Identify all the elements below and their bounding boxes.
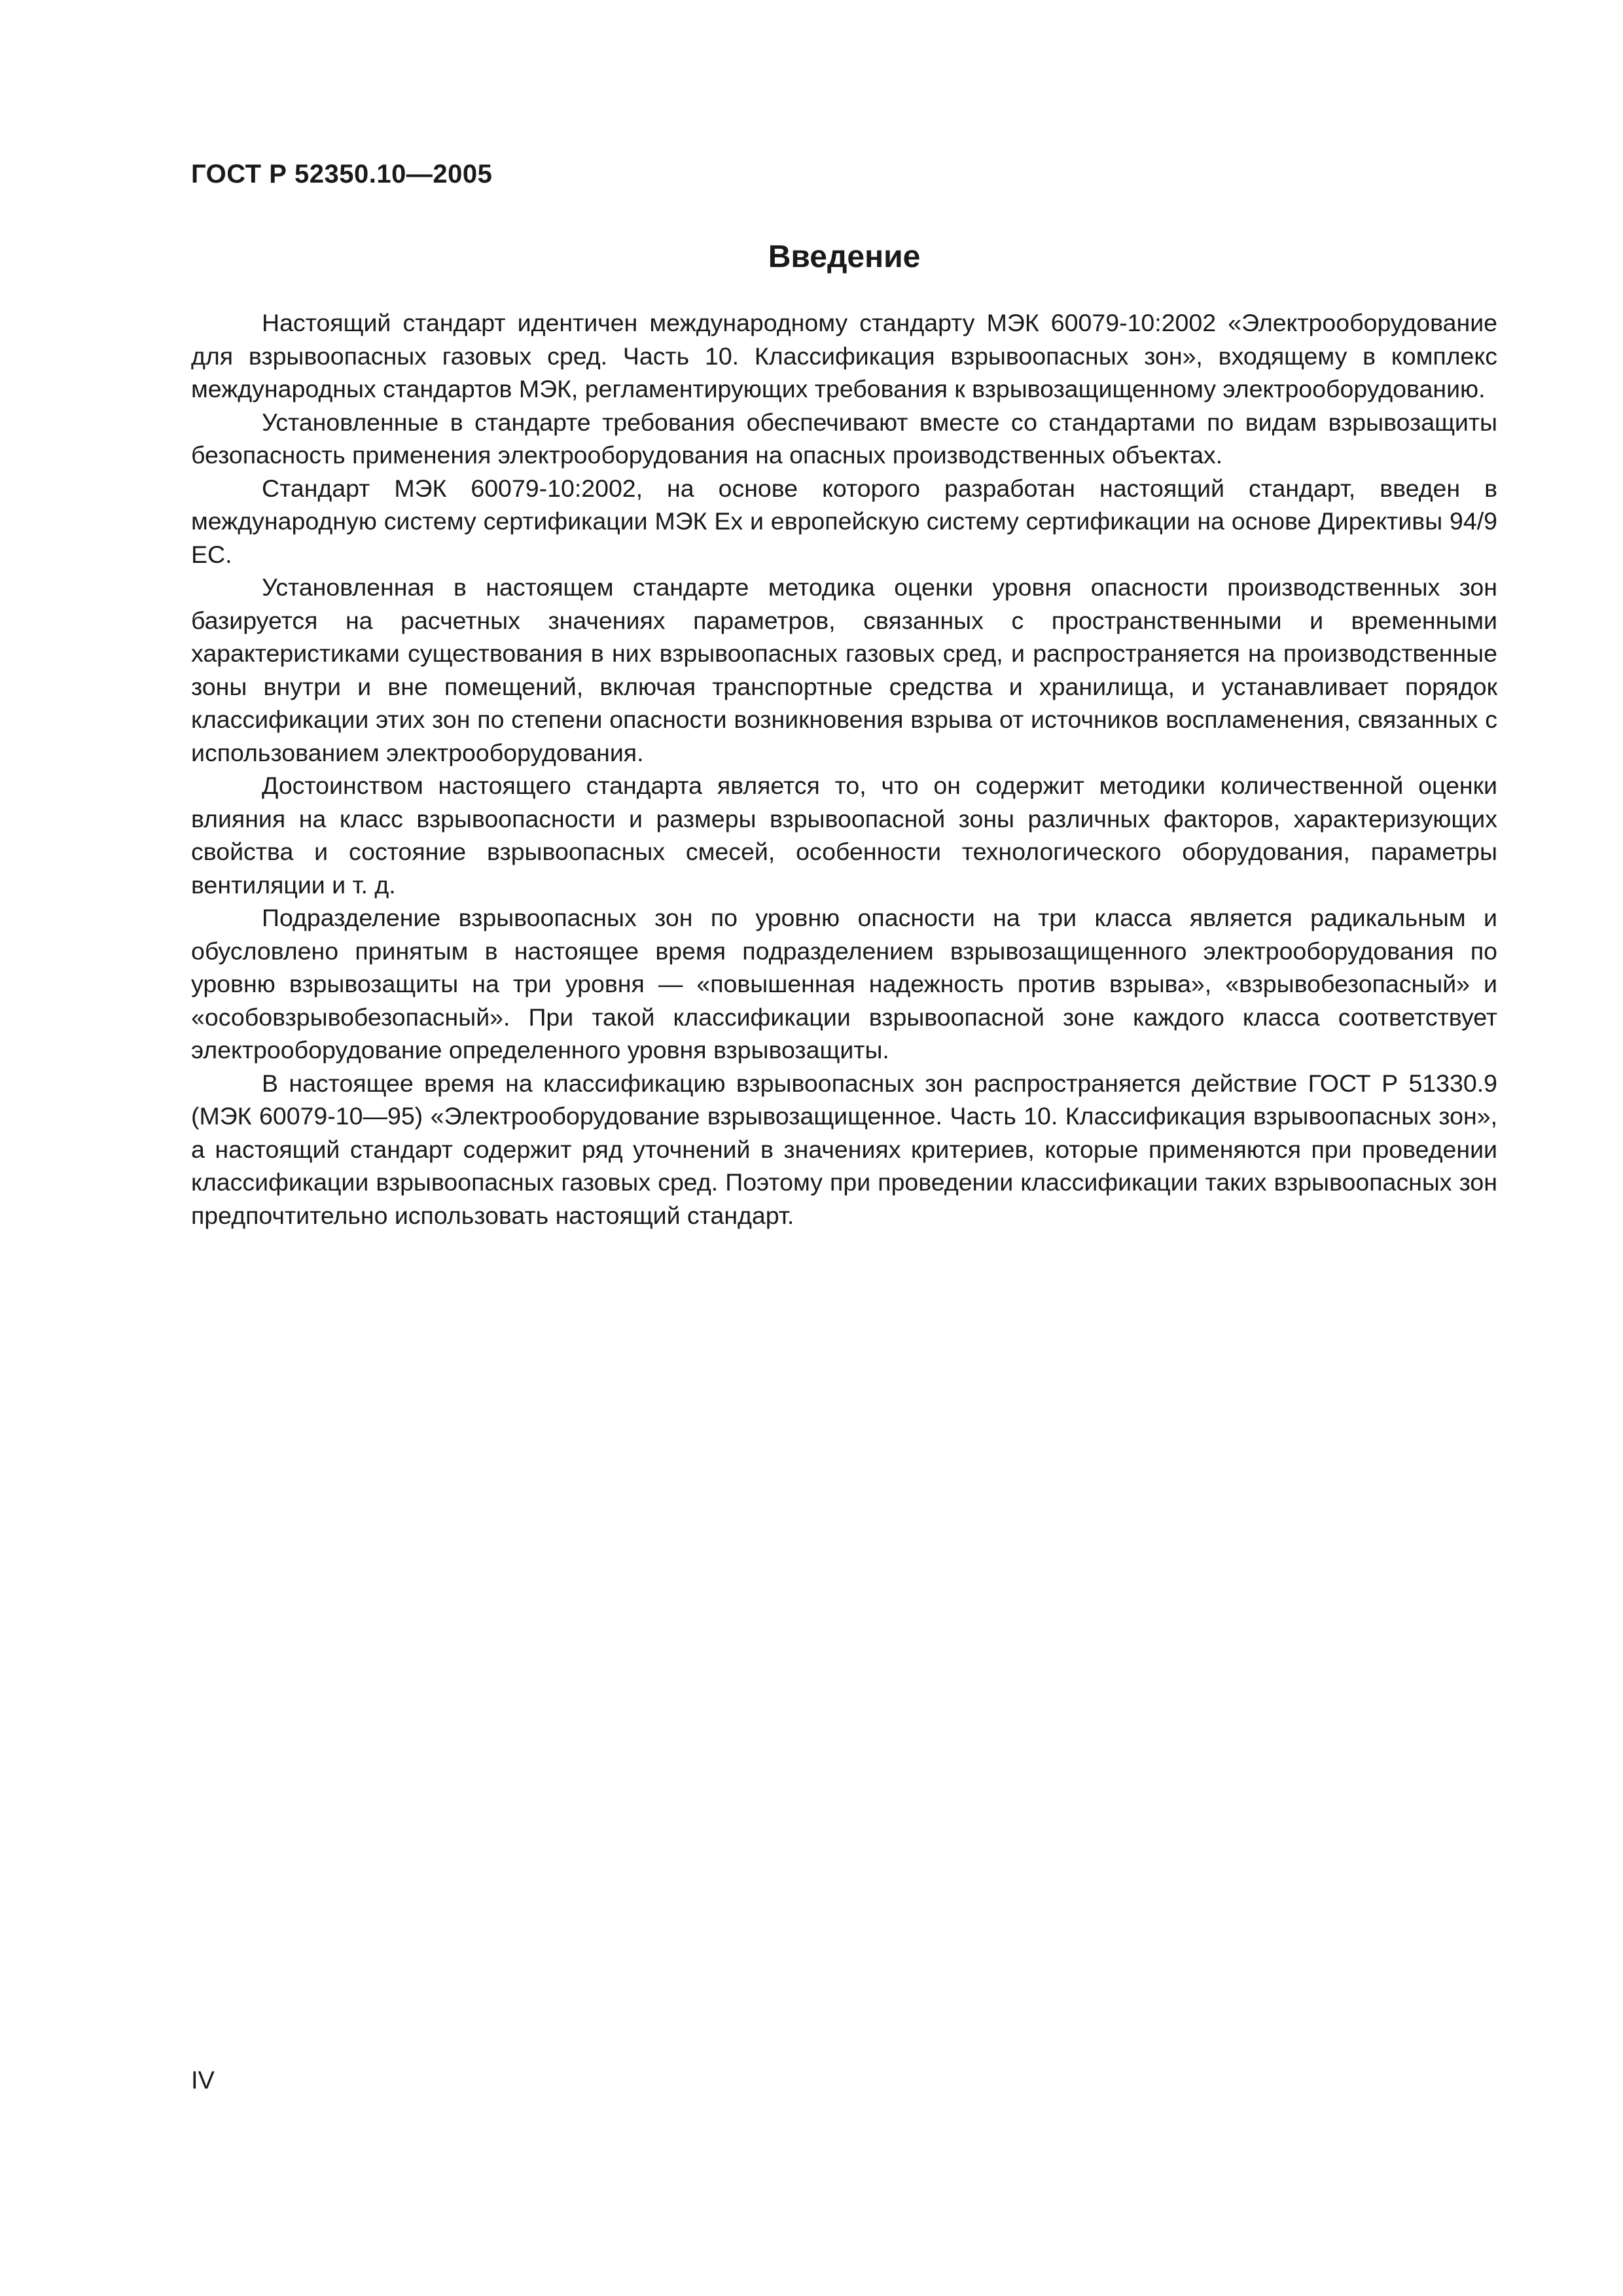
paragraph-5: Достоинством настоящего стандарта является то, что он содержит методики количественной оценки влияния на класс взрывоопасности и размеры взрывоопасной зоны различных факторов, характеризующих свойства и состояние взрывоопасных смесей, особенности технологического оборудования, параметры вентиляции и т. д. — [191, 772, 1497, 899]
paragraph-6: Подразделение взрывоопасных зон по уровню опасности на три класса является радикальным и обусловлено принятым в настоящее время подразделением взрывозащищенного электрооборудования по уровню взрывозащиты на три уровня — «повышенная надежность против взрыва», «взрывобезопасный» и «особовзрывобезопасный». При такой классификации взрывоопасной зоне каждого класса соответствует электрооборудование определенного уровня взрывозащиты. — [191, 904, 1497, 1064]
introduction-body — [191, 306, 1497, 1232]
standard-code-header: ГОСТ Р 52350.10—2005 — [191, 160, 493, 188]
paragraph-1: Настоящий стандарт идентичен международному стандарту МЭК 60079-10:2002 «Электрооборудование для взрывоопасных газовых сред. Часть 10. Классификация взрывоопасных зон», входящему в комплекс международных стандартов МЭК, регламентирующих требования к взрывозащищенному электрооборудованию. — [191, 309, 1497, 403]
page-number: IV — [191, 2067, 215, 2094]
section-title: Введение — [768, 240, 921, 274]
paragraph-7: В настоящее время на классификацию взрывоопасных зон распространяется действие ГОСТ Р 51330.9 (МЭК 60079-10—95) «Электрооборудование взрывозащищенное. Часть 10. Классификация взрывоопасных зон», а настоящий стандарт содержит ряд уточнений в значениях критериев, которые применяются при проведении классификации взрывоопасных газовых сред. Поэтому при проведении классификации таких взрывоопасных зон предпочтительно использовать настоящий стандарт. — [191, 1069, 1497, 1229]
paragraph-2: Установленные в стандарте требования обеспечивают вместе со стандартами по видам взрывозащиты безопасность применения электрооборудования на опасных производственных объектах. — [191, 408, 1497, 469]
paragraph-3: Стандарт МЭК 60079-10:2002, на основе которого разработан настоящий стандарт, введен в международную систему сертификации МЭК Ex и европейскую систему сертификации на основе Директивы 94/9 ЕС. — [191, 474, 1497, 568]
paragraph-4: Установленная в настоящем стандарте методика оценки уровня опасности производственных зон базируется на расчетных значениях параметров, связанных с пространственными и временными характеристиками существования в них взрывоопасных газовых сред, и распространяется на производственные зоны внутри и вне помещений, включая транспортные средства и хранилища, и устанавливает порядок классификации этих зон по степени опасности возникновения взрыва от источников воспламенения, связанных с использованием электрооборудования. — [191, 573, 1497, 766]
